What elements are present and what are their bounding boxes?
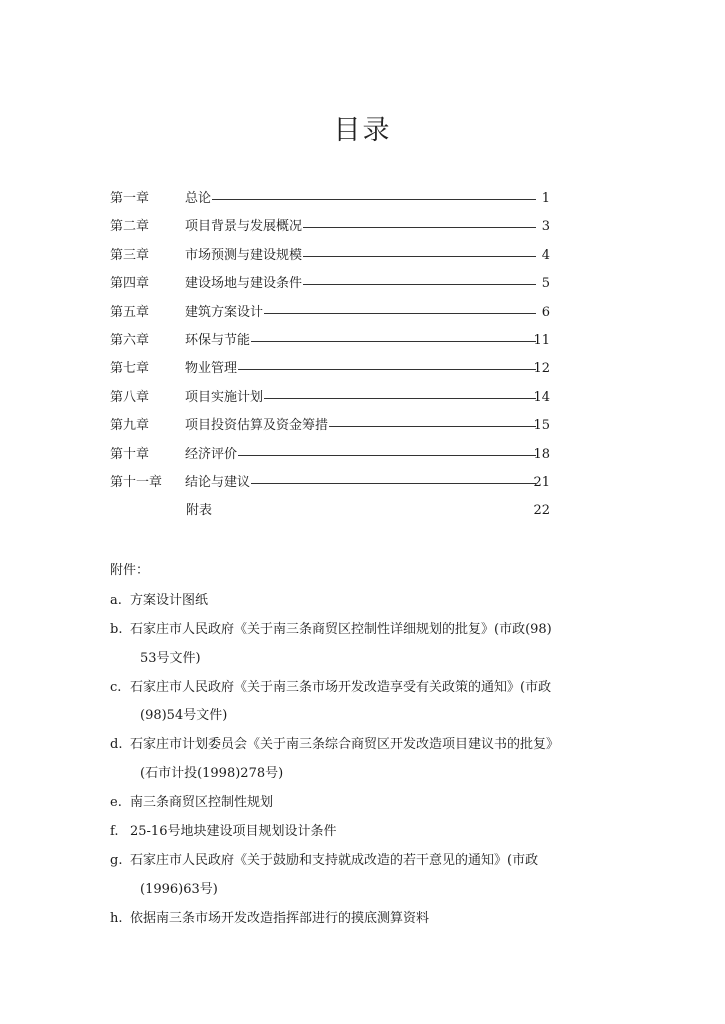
toc-page-number: 15 [533,418,550,434]
attachment-marker: h. [110,910,123,926]
attachment-text: 依据南三条市场开发改造指挥部进行的摸底测算资料 [130,910,430,926]
attachment-text-continued: (1996)63号) [140,881,218,897]
attachment-marker: b. [110,622,123,638]
toc-row-ch9 [110,415,550,443]
toc-leader-line [190,199,536,200]
toc-title: 建设场地与建设条件 [185,273,303,295]
attachment-text-continued: (石市计投(1998)278号) [140,765,284,781]
toc-title: 市场预测与建设规模 [185,245,303,267]
toc-chapter-label: 第七章 [110,361,150,377]
attachment-text: 方案设计图纸 [130,593,209,608]
attachment-item [110,677,630,727]
toc-row-ch4 [110,273,550,301]
attachment-item [110,792,630,814]
attachments-heading: 附件： [110,563,150,578]
toc-row-appendix-tables [110,500,550,528]
toc-row-ch8 [110,387,550,415]
toc-page-number: 6 [541,304,550,320]
attachment-text: 石家庄市人民政府《关于鼓励和支持就成改造的若干意见的通知》(市政 [130,853,539,869]
page-title: 目录 [333,115,392,146]
toc-leader-line [190,455,536,456]
attachment-marker: f. [110,824,119,840]
toc-page-number: 14 [533,389,550,405]
attachment-text: 25-16号地块建设项目规划设计条件 [130,824,337,840]
attachment-marker: a. [110,593,122,608]
toc-chapter-label: 第十章 [110,446,150,462]
toc-row-ch6 [110,330,550,358]
toc-row-ch10 [110,444,550,472]
toc-title: 项目投资估算及资金筹措 [185,415,329,437]
attachment-text: 石家庄市人民政府《关于南三条商贸区控制性详细规划的批复》(市政(98) [130,622,552,638]
toc-title: 建筑方案设计 [185,302,264,324]
toc-page-number: 5 [541,276,550,292]
attachment-marker: e. [110,794,122,810]
toc-chapter-label: 第五章 [110,304,150,320]
attachment-item [110,908,630,930]
toc-title: 环保与节能 [185,330,251,352]
toc-row-ch11 [110,472,550,500]
toc-title: 经济评价 [185,444,238,466]
toc-chapter-label: 第四章 [110,276,150,292]
toc-row-ch3 [110,245,550,273]
toc-chapter-label: 第十一章 [110,474,163,490]
toc-row-ch2 [110,216,550,244]
toc-page-number: 22 [533,503,550,519]
toc-page-number: 11 [533,332,550,348]
attachment-text: 石家庄市人民政府《关于南三条市场开发改造享受有关政策的通知》(市政 [130,679,552,695]
toc-title: 结论与建议 [185,472,251,494]
toc-chapter-label: 第六章 [110,332,150,348]
toc-chapter-label: 第八章 [110,389,150,405]
toc-row-ch7 [110,358,550,386]
attachment-item [110,734,630,784]
toc-title: 附表 [186,500,213,522]
attachment-text-continued: 53号文件) [140,650,201,666]
toc-row-ch5 [110,302,550,330]
attachment-marker: c. [110,679,122,695]
toc-chapter-label: 第九章 [110,418,150,434]
attachment-item [110,619,630,669]
toc-page-number: 4 [541,247,550,263]
attachment-marker: d. [110,737,123,753]
toc-page-number: 1 [541,191,550,206]
attachment-text: 石家庄市计划委员会《关于南三条综合商贸区开发改造项目建议书的批复》 [130,737,560,753]
attachments-section [110,560,630,937]
attachment-item [110,850,630,900]
toc-chapter-label: 第二章 [110,219,150,235]
attachment-text: 南三条商贸区控制性规划 [130,794,274,810]
toc-title: 项目实施计划 [185,387,264,409]
toc-page-number: 12 [533,361,550,377]
toc-title: 项目背景与发展概况 [185,216,303,238]
attachment-marker: g. [110,853,123,869]
table-of-contents [110,188,550,529]
toc-row-ch1 [110,188,550,216]
toc-page-number: 21 [533,474,550,490]
toc-title: 总论 [185,188,212,210]
toc-title: 物业管理 [185,358,238,380]
toc-chapter-label: 第一章 [110,191,150,206]
toc-page-number: 18 [533,446,550,462]
attachment-item [110,590,630,612]
attachment-item [110,821,630,843]
attachment-text-continued: (98)54号文件) [140,708,228,724]
toc-leader-line [190,369,536,370]
toc-chapter-label: 第三章 [110,247,150,263]
toc-page-number: 3 [541,219,550,235]
